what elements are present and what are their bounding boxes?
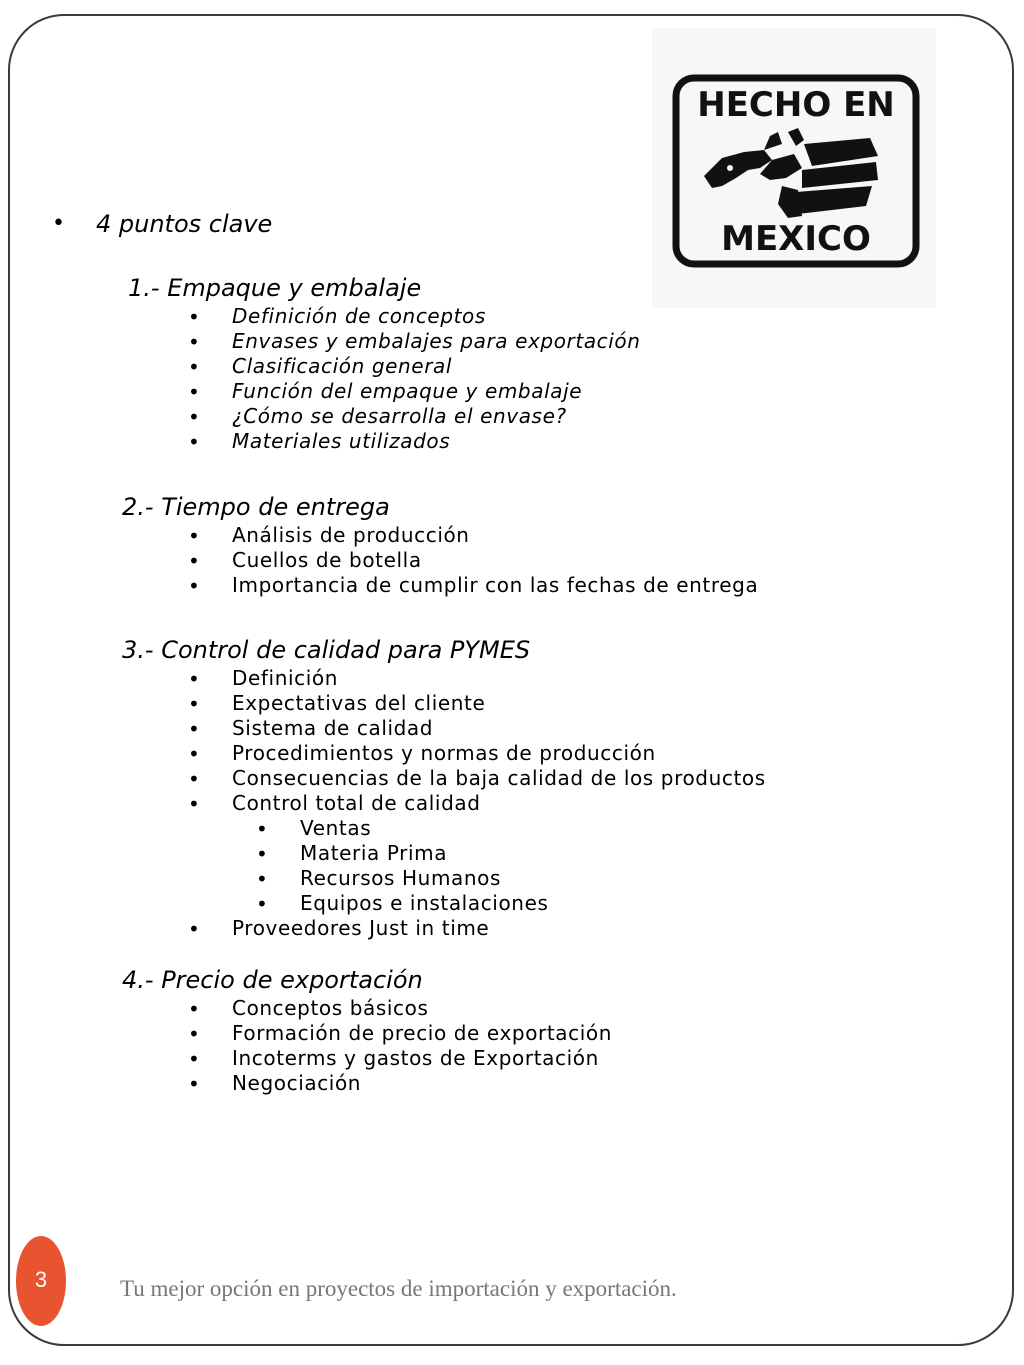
list-item: Envases y embalajes para exportación (232, 329, 641, 353)
list-item: Sistema de calidad (232, 716, 434, 740)
logo-text-top: HECHO EN (697, 85, 895, 125)
list-item: Función del empaque y embalaje (232, 379, 583, 403)
bullet-icon: • (188, 1022, 200, 1046)
list-item: Formación de precio de exportación (232, 1021, 613, 1045)
page-number: 3 (34, 1267, 48, 1292)
bullet-icon: • (188, 305, 200, 329)
bullet-icon: • (188, 767, 200, 791)
bullet-icon: • (188, 549, 200, 573)
section-title-1: 1.- Empaque y embalaje (128, 274, 422, 302)
bullet-icon: • (188, 692, 200, 716)
sub-list-item: Equipos e instalaciones (300, 891, 549, 915)
list-item: Consecuencias de la baja calidad de los productos (232, 766, 766, 790)
bullet-icon: • (52, 211, 65, 236)
bullet-icon: • (188, 1047, 200, 1071)
sub-list-item: Recursos Humanos (300, 866, 502, 890)
bullet-icon: • (188, 792, 200, 816)
bullet-icon: • (188, 355, 200, 379)
bullet-icon: • (188, 330, 200, 354)
bullet-icon: • (188, 524, 200, 548)
footer-tagline: Tu mejor opción en proyectos de importación y exportación. (120, 1276, 677, 1301)
section-title-2: 2.- Tiempo de entrega (122, 493, 390, 521)
list-item: Proveedores Just in time (232, 916, 490, 940)
bullet-icon: • (256, 892, 268, 916)
bullet-icon: • (256, 867, 268, 891)
list-item: Análisis de producción (232, 523, 470, 547)
list-item: Definición de conceptos (232, 304, 486, 328)
list-item: Clasificación general (232, 354, 453, 378)
hecho-en-mexico-logo (652, 28, 936, 308)
bullet-icon: • (256, 817, 268, 841)
list-item: Procedimientos y normas de producción (232, 741, 656, 765)
bullet-icon: • (188, 667, 200, 691)
bullet-icon: • (188, 430, 200, 454)
section-title-4: 4.- Precio de exportación (122, 966, 423, 994)
logo-text-bottom: MEXICO (721, 219, 871, 259)
sub-list-item: Materia Prima (300, 841, 448, 865)
list-item: Negociación (232, 1071, 362, 1095)
eagle-icon (704, 128, 878, 218)
list-item: Cuellos de botella (232, 548, 422, 572)
bullet-icon: • (188, 917, 200, 941)
list-item: Materiales utilizados (232, 429, 451, 453)
bullet-icon: • (188, 997, 200, 1021)
list-item: Control total de calidad (232, 791, 481, 815)
bullet-icon: • (188, 742, 200, 766)
bullet-icon: • (188, 405, 200, 429)
list-item: Incoterms y gastos de Exportación (232, 1046, 599, 1070)
list-item: Importancia de cumplir con las fechas de entrega (232, 573, 759, 597)
list-item: Expectativas del cliente (232, 691, 486, 715)
bullet-icon: • (188, 380, 200, 404)
bullet-icon: • (256, 842, 268, 866)
list-item: Definición (232, 666, 338, 690)
bullet-icon: • (188, 1072, 200, 1096)
sub-list-item: Ventas (300, 816, 372, 840)
list-item: Conceptos básicos (232, 996, 429, 1020)
list-item: ¿Cómo se desarrolla el envase? (232, 404, 567, 428)
section-title-3: 3.- Control de calidad para PYMES (122, 636, 531, 664)
bullet-icon: • (188, 717, 200, 741)
bullet-icon: • (188, 574, 200, 598)
main-title: 4 puntos clave (96, 210, 273, 238)
page-number-badge (16, 1236, 66, 1326)
